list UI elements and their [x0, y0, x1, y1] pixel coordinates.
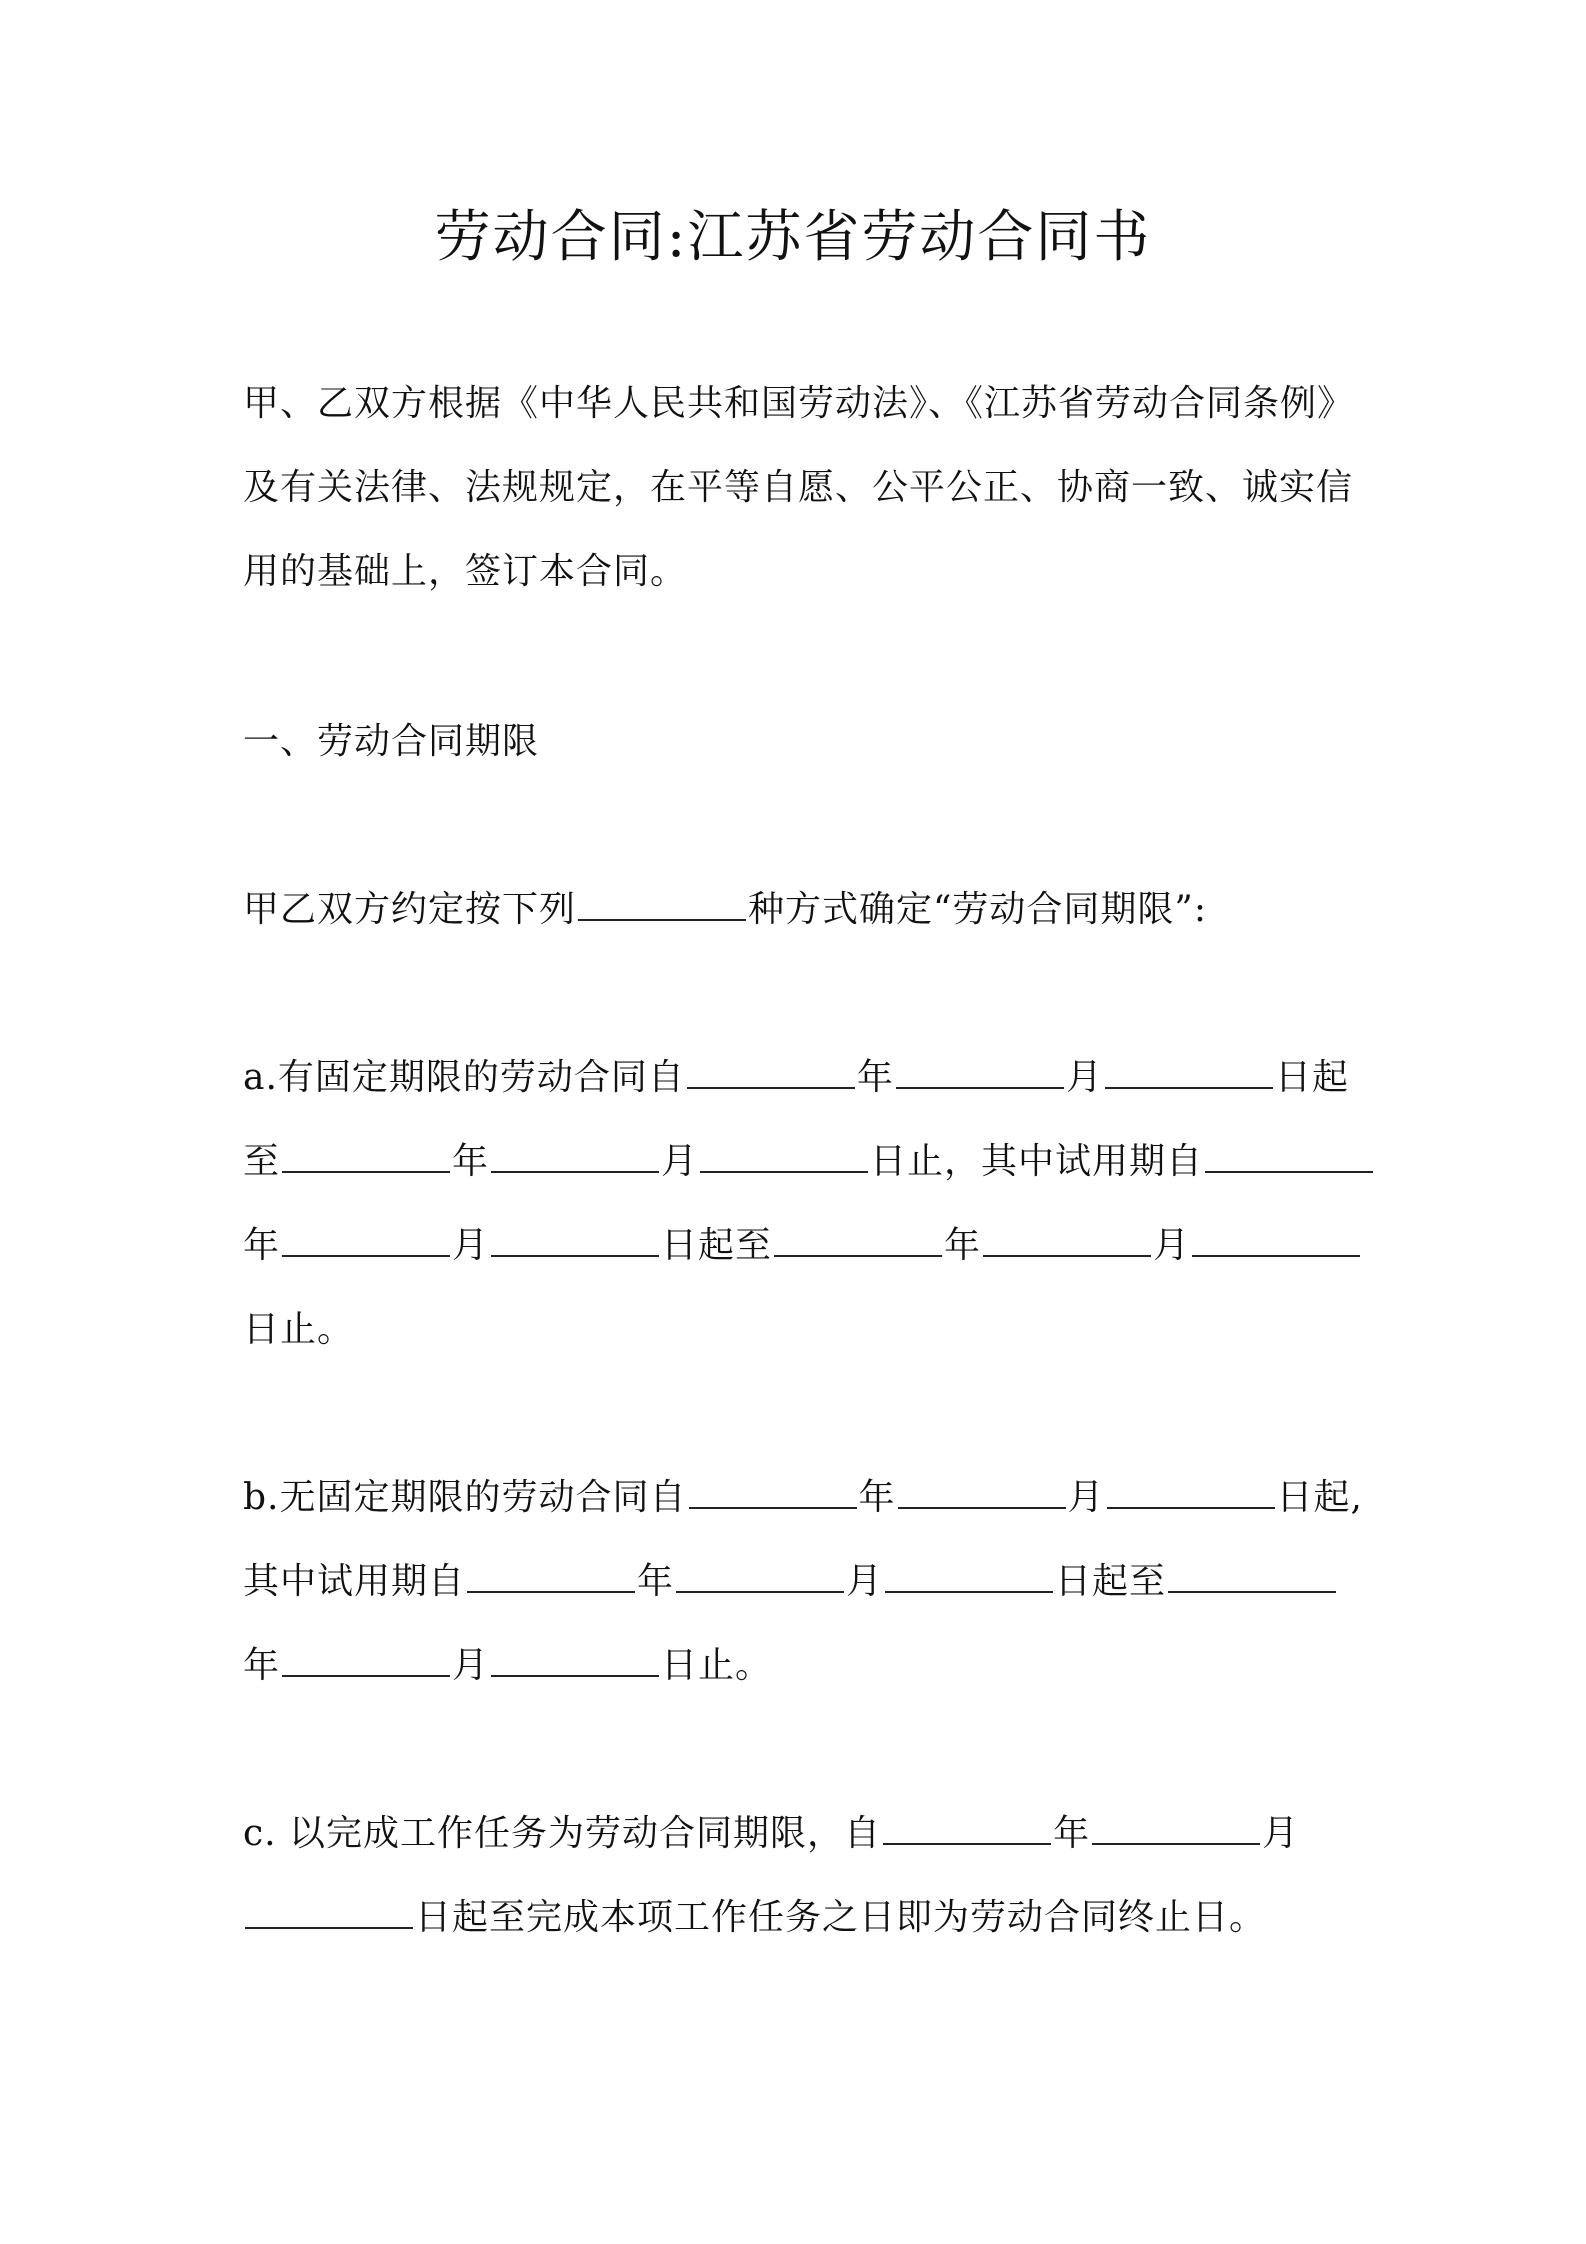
- option-b-probation-start-day-blank[interactable]: [885, 1561, 1053, 1593]
- option-a-end-year-blank[interactable]: [282, 1141, 450, 1173]
- option-c-line-2: [243, 1876, 1363, 1960]
- option-a-text: a.有固定期限的劳动合同自: [243, 1057, 685, 1098]
- year-label: 年: [856, 1057, 894, 1098]
- option-a-probation-start-year-blank[interactable]: [1205, 1141, 1373, 1173]
- option-a-probation-end-month-blank[interactable]: [983, 1225, 1151, 1257]
- intro-paragraph: [243, 362, 1363, 614]
- method-suffix: 种方式确定“劳动合同期限”:: [748, 889, 1207, 930]
- option-c-start-month-blank[interactable]: [1092, 1813, 1260, 1845]
- to-label: 至: [243, 1141, 281, 1182]
- option-b-line-3: [243, 1624, 1363, 1708]
- year-label: 年: [243, 1645, 281, 1686]
- option-b-paragraph: [243, 1456, 1363, 1708]
- method-paragraph: [243, 868, 1363, 952]
- year-label: 年: [637, 1561, 675, 1602]
- option-a-probation-start-month-blank[interactable]: [282, 1225, 450, 1257]
- option-a-line-4: [243, 1288, 1363, 1372]
- option-a-start-year-blank[interactable]: [687, 1057, 855, 1089]
- month-label: 月: [1065, 1057, 1103, 1098]
- month-label: 月: [452, 1645, 490, 1686]
- month-label: 月: [1262, 1813, 1300, 1854]
- option-a-probation-end-day-blank[interactable]: [1192, 1225, 1360, 1257]
- option-a-start-day-blank[interactable]: [1105, 1057, 1273, 1089]
- month-label: 月: [1067, 1477, 1105, 1518]
- option-b-probation-end-year-blank[interactable]: [1168, 1561, 1336, 1593]
- option-a-start-month-blank[interactable]: [896, 1057, 1064, 1089]
- day-from-label: 日起: [1274, 1057, 1349, 1098]
- day-from-to-label: 日起至: [1055, 1561, 1167, 1602]
- option-a-paragraph: [243, 1036, 1363, 1372]
- option-a-end-month-blank[interactable]: [491, 1141, 659, 1173]
- option-c-start-day-blank[interactable]: [245, 1897, 413, 1929]
- option-c-paragraph: [243, 1792, 1363, 1960]
- year-label: 年: [1053, 1813, 1091, 1854]
- option-b-start-year-blank[interactable]: [689, 1477, 857, 1509]
- option-a-end-day-blank[interactable]: [700, 1141, 868, 1173]
- year-label: 年: [858, 1477, 896, 1518]
- option-a-line-1: [243, 1036, 1363, 1120]
- section-heading-text: 一、劳动合同期限: [243, 721, 540, 762]
- option-c-text: c. 以完成工作任务为劳动合同期限，自: [243, 1813, 882, 1854]
- option-b-probation-end-month-blank[interactable]: [282, 1645, 450, 1677]
- intro-line-2: 及有关法律、法规规定，在平等自愿、公平公正、协商一致、诚实信: [243, 467, 1354, 508]
- intro-line-3: 用的基础上，签订本合同。: [243, 551, 688, 592]
- option-c-line-1: [243, 1792, 1363, 1876]
- option-b-text: b.无固定期限的劳动合同自: [243, 1477, 687, 1518]
- day-end-label: 日止。: [661, 1645, 773, 1686]
- option-a-probation-end-year-blank[interactable]: [774, 1225, 942, 1257]
- option-b-probation-start-month-blank[interactable]: [676, 1561, 844, 1593]
- day-end-label: 日止。: [243, 1309, 355, 1350]
- day-from-label: 日起,: [1276, 1477, 1363, 1518]
- option-a-probation-start-day-blank[interactable]: [491, 1225, 659, 1257]
- option-b-start-month-blank[interactable]: [898, 1477, 1066, 1509]
- method-choice-blank[interactable]: [578, 889, 746, 921]
- year-label: 年: [944, 1225, 982, 1266]
- section-heading-contract-term: [243, 700, 1363, 784]
- month-label: 月: [1153, 1225, 1191, 1266]
- option-b-line-1: [243, 1456, 1363, 1540]
- document-title: 劳动合同:江苏省劳动合同书: [434, 205, 1152, 270]
- option-c-end-text: 日起至完成本项工作任务之日即为劳动合同终止日。: [415, 1897, 1267, 1938]
- month-label: 月: [846, 1561, 884, 1602]
- option-b-start-day-blank[interactable]: [1107, 1477, 1275, 1509]
- day-from-to-label: 日起至: [661, 1225, 773, 1266]
- method-prefix: 甲乙双方约定按下列: [243, 889, 577, 930]
- option-b-line-2: [243, 1540, 1363, 1624]
- month-label: 月: [452, 1225, 490, 1266]
- intro-line-1: 甲、乙双方根据《中华人民共和国劳动法》、《江苏省劳动合同条例》: [243, 383, 1355, 424]
- month-label: 月: [661, 1141, 699, 1182]
- option-a-line-2: [243, 1120, 1363, 1204]
- probation-from-label: 其中试用期自: [243, 1561, 466, 1602]
- option-b-probation-start-year-blank[interactable]: [467, 1561, 635, 1593]
- option-a-line-3: [243, 1204, 1363, 1288]
- option-c-start-year-blank[interactable]: [883, 1813, 1051, 1845]
- option-b-probation-end-day-blank[interactable]: [491, 1645, 659, 1677]
- year-label: 年: [452, 1141, 490, 1182]
- probation-from-label: 日止，其中试用期自: [870, 1141, 1204, 1182]
- method-line: [243, 868, 1363, 952]
- year-label: 年: [243, 1225, 281, 1266]
